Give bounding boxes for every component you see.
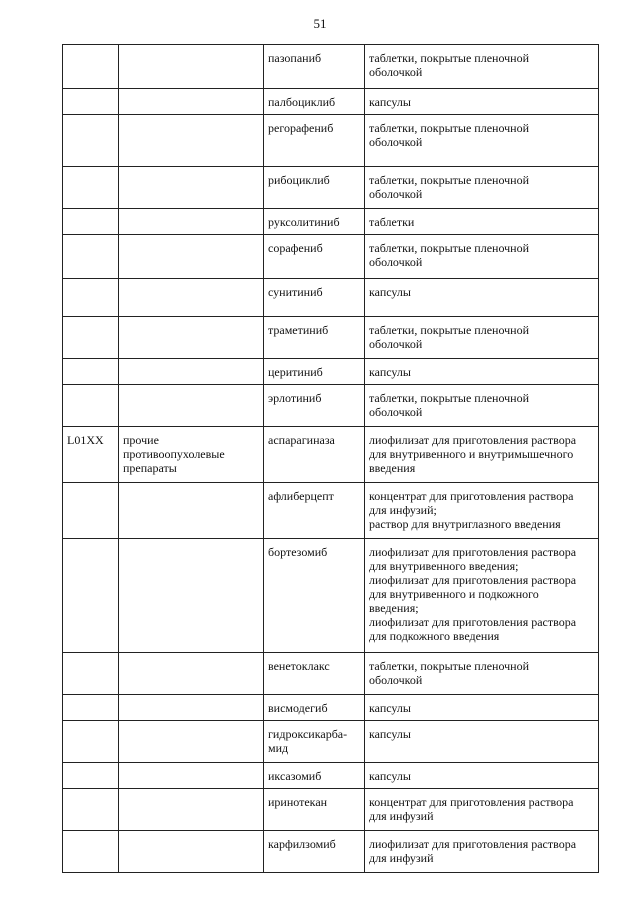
atc-code-cell (63, 279, 119, 317)
atc-code-cell (63, 317, 119, 359)
dosage-form: концентрат для приготовления раствора для инфузий; раствор для внутриглазного введения (369, 489, 574, 531)
group-cell (119, 359, 264, 385)
drug-name: карфилзомиб (268, 837, 336, 851)
dosage-form-cell (365, 483, 599, 539)
table-row (63, 539, 599, 653)
table-row (63, 167, 599, 209)
drug-name-cell (264, 45, 365, 89)
drug-name-cell (264, 359, 365, 385)
dosage-form: таблетки, покрытые пленочной оболочкой (369, 173, 530, 201)
group-cell (119, 483, 264, 539)
table-row (63, 763, 599, 789)
group-name: прочие противоопухолевые препараты (123, 433, 225, 475)
atc-code-cell (63, 427, 119, 483)
dosage-form: таблетки, покрытые пленочной оболочкой (369, 323, 530, 351)
table-row (63, 483, 599, 539)
drug-name-cell (264, 279, 365, 317)
drug-name: гидроксикарба- мид (268, 727, 348, 755)
table-row (63, 209, 599, 235)
atc-code-cell (63, 539, 119, 653)
dosage-form: капсулы (369, 285, 411, 299)
drug-name: церитиниб (268, 365, 323, 379)
dosage-form-cell (365, 763, 599, 789)
drug-name-cell (264, 235, 365, 279)
atc-code-cell (63, 763, 119, 789)
dosage-form: лиофилизат для приготовления раствора для инфузий (369, 837, 577, 865)
drug-name: афлиберцепт (268, 489, 334, 503)
group-cell (119, 317, 264, 359)
dosage-form-cell (365, 427, 599, 483)
group-cell (119, 89, 264, 115)
group-cell (119, 539, 264, 653)
drug-name: пазопаниб (268, 51, 322, 65)
atc-code-cell (63, 89, 119, 115)
drug-name: руксолитиниб (268, 215, 340, 229)
dosage-form: капсулы (369, 769, 411, 783)
drug-name-cell (264, 831, 365, 873)
group-cell (119, 385, 264, 427)
group-cell (119, 167, 264, 209)
dosage-form: таблетки, покрытые пленочной оболочкой (369, 241, 530, 269)
drug-name-cell (264, 115, 365, 167)
dosage-form-cell (365, 539, 599, 653)
dosage-form: таблетки (369, 215, 415, 229)
table-row (63, 695, 599, 721)
group-cell (119, 279, 264, 317)
drug-name: сунитиниб (268, 285, 323, 299)
page-number: 51 (313, 16, 327, 31)
dosage-form-cell (365, 721, 599, 763)
atc-code-cell (63, 209, 119, 235)
table-row (63, 831, 599, 873)
table-row (63, 653, 599, 695)
drug-name-cell (264, 427, 365, 483)
dosage-form: таблетки, покрытые пленочной оболочкой (369, 51, 530, 79)
table-row (63, 317, 599, 359)
drug-name: иксазомиб (268, 769, 322, 783)
atc-code-cell (63, 359, 119, 385)
dosage-form: лиофилизат для приготовления раствора для внутривенного и внутримышечного введения (369, 433, 577, 475)
atc-code-cell (63, 115, 119, 167)
dosage-form-cell (365, 235, 599, 279)
drug-table-body (63, 45, 599, 873)
atc-code-cell (63, 789, 119, 831)
table-row (63, 45, 599, 89)
drug-name: бортезомиб (268, 545, 328, 559)
table-row (63, 385, 599, 427)
atc-code-cell (63, 483, 119, 539)
table-row (63, 789, 599, 831)
atc-code: L01XX (67, 433, 104, 447)
drug-name: иринотекан (268, 795, 328, 809)
dosage-form-cell (365, 45, 599, 89)
group-cell (119, 235, 264, 279)
dosage-form-cell (365, 695, 599, 721)
group-cell (119, 763, 264, 789)
dosage-form-cell (365, 167, 599, 209)
dosage-form: таблетки, покрытые пленочной оболочкой (369, 659, 530, 687)
table-row (63, 721, 599, 763)
group-cell (119, 115, 264, 167)
dosage-form-cell (365, 385, 599, 427)
atc-code-cell (63, 831, 119, 873)
group-cell (119, 653, 264, 695)
drug-name-cell (264, 385, 365, 427)
group-cell (119, 45, 264, 89)
group-cell (119, 721, 264, 763)
dosage-form-cell (365, 653, 599, 695)
table-row (63, 89, 599, 115)
drug-name: венетоклакс (268, 659, 330, 673)
drug-name-cell (264, 539, 365, 653)
group-cell (119, 831, 264, 873)
drug-name: висмодегиб (268, 701, 328, 715)
dosage-form: таблетки, покрытые пленочной оболочкой (369, 121, 530, 149)
drug-name-cell (264, 763, 365, 789)
table-row (63, 115, 599, 167)
drug-name: рибоциклиб (268, 173, 330, 187)
dosage-form-cell (365, 279, 599, 317)
table-row (63, 279, 599, 317)
atc-code-cell (63, 721, 119, 763)
drug-name-cell (264, 653, 365, 695)
dosage-form: капсулы (369, 727, 411, 741)
atc-code-cell (63, 695, 119, 721)
drug-name: регорафениб (268, 121, 334, 135)
dosage-form-cell (365, 789, 599, 831)
group-cell (119, 427, 264, 483)
dosage-form: концентрат для приготовления раствора для инфузий (369, 795, 574, 823)
dosage-form-cell (365, 115, 599, 167)
drug-name-cell (264, 167, 365, 209)
dosage-form: таблетки, покрытые пленочной оболочкой (369, 391, 530, 419)
drug-name-cell (264, 317, 365, 359)
drug-table (62, 44, 599, 873)
drug-name-cell (264, 209, 365, 235)
dosage-form-cell (365, 359, 599, 385)
drug-name-cell (264, 483, 365, 539)
atc-code-cell (63, 167, 119, 209)
drug-name-cell (264, 695, 365, 721)
drug-name: аспарагиназа (268, 433, 335, 447)
atc-code-cell (63, 235, 119, 279)
drug-name: траметиниб (268, 323, 329, 337)
dosage-form-cell (365, 89, 599, 115)
dosage-form: капсулы (369, 95, 411, 109)
atc-code-cell (63, 45, 119, 89)
dosage-form: капсулы (369, 701, 411, 715)
dosage-form: капсулы (369, 365, 411, 379)
dosage-form: лиофилизат для приготовления раствора для внутривенного введения; лиофилизат для приготовления раствора для внутривенного и подкожного введения; лиофилизат для приготовления раствора для подкожного введения (369, 545, 577, 643)
drug-name: эрлотиниб (268, 391, 322, 405)
atc-code-cell (63, 653, 119, 695)
group-cell (119, 695, 264, 721)
table-row (63, 359, 599, 385)
group-cell (119, 789, 264, 831)
atc-code-cell (63, 385, 119, 427)
table-row (63, 235, 599, 279)
drug-name-cell (264, 789, 365, 831)
drug-name: палбоциклиб (268, 95, 336, 109)
table-row (63, 427, 599, 483)
dosage-form-cell (365, 209, 599, 235)
dosage-form-cell (365, 831, 599, 873)
drug-name-cell (264, 721, 365, 763)
dosage-form-cell (365, 317, 599, 359)
group-cell (119, 209, 264, 235)
drug-name: сорафениб (268, 241, 323, 255)
drug-name-cell (264, 89, 365, 115)
